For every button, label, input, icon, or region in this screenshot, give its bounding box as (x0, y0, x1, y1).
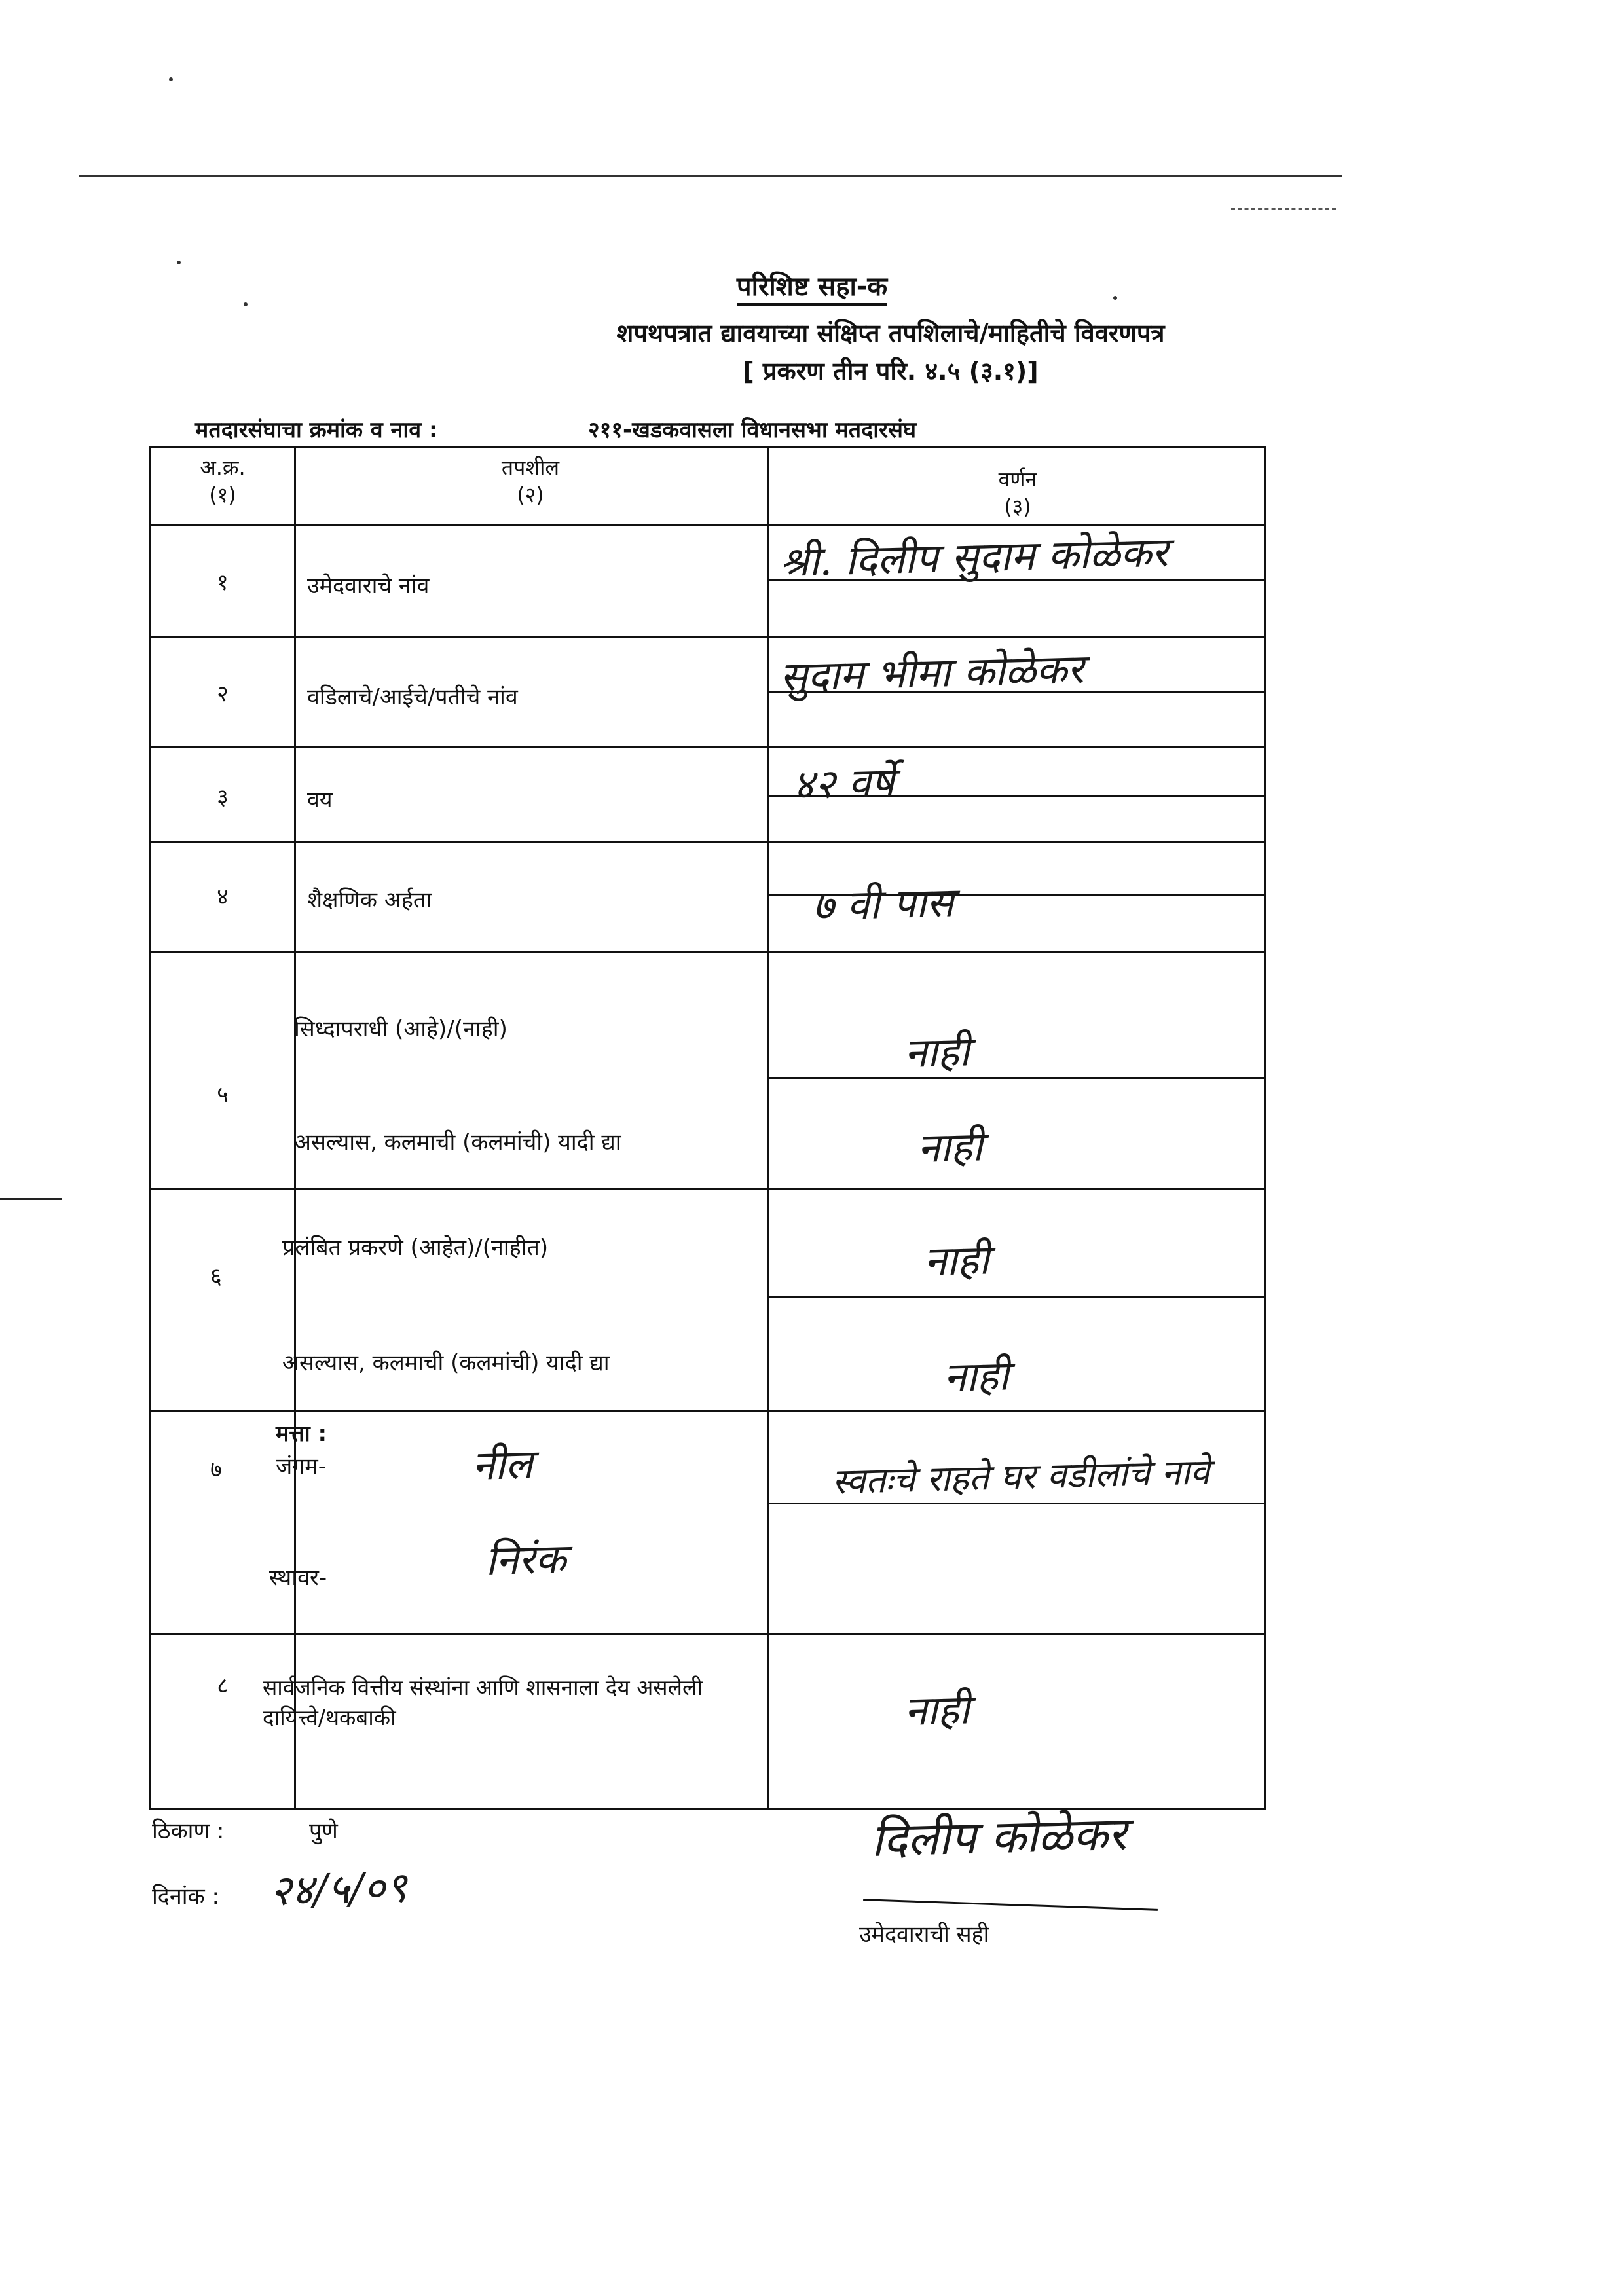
row-label-convicted-sections: असल्यास, कलमाची (कलमांची) यादी द्या (294, 1129, 621, 1156)
row-divider (151, 1410, 1264, 1412)
place-label: ठिकाण : (152, 1818, 225, 1844)
date-label: दिनांक : (152, 1884, 219, 1910)
margin-mark (0, 1198, 62, 1200)
subrow-line (767, 1296, 1264, 1298)
signature-caption: उमेदवाराची सही (859, 1922, 989, 1948)
scan-dash-line (1231, 208, 1336, 210)
value-pending-cases: नाही (923, 1235, 990, 1285)
value-education: ७ वी पास (812, 878, 955, 930)
value-assets-description: स्वतःचे राहते घर वडीलांचे नावे (831, 1451, 1211, 1503)
header-description-sub: (३) (1004, 494, 1031, 519)
value-pending-sections: नाही (943, 1351, 1010, 1401)
row-label-pending-cases: प्रलंबित प्रकरणे (आहेत)/(नाहीत) (282, 1235, 549, 1261)
document-subtitle: शपथपत्रात द्यावयाच्या संक्षिप्त तपशिलाचे/माहितीचे विवरणपत्र (616, 319, 1165, 348)
row-number: ८ (217, 1673, 229, 1699)
header-col-serial (151, 454, 294, 509)
constituency-label: मतदारसंघाचा क्रमांक व नाव : (195, 417, 438, 443)
header-serial-title: अ.क्र. (200, 455, 246, 480)
row-label-candidate-name: उमेदवाराचे नांव (307, 573, 430, 599)
row-label-parent-name: वडिलाचे/आईचे/पतीचे नांव (307, 684, 518, 710)
value-immovable: निरंक (485, 1534, 567, 1584)
document-reference: [ प्रकरण तीन परि. ४.५ (३.१)] (743, 357, 1039, 386)
header-col-details (294, 454, 767, 509)
row-divider (151, 1633, 1264, 1635)
date-value: २४/५/०९ (269, 1863, 408, 1916)
row-number: ३ (217, 784, 229, 811)
row-label-liabilities: सार्वजनिक वित्तीय संस्थांना आणि शासनाला देय असलेली दायित्त्वे/थकबाकी (263, 1675, 703, 1730)
document-title: परिशिष्ट सहा-क (0, 267, 1624, 303)
row-label-convicted: सिध्दापराधी (आहे)/(नाही) (294, 1016, 507, 1042)
row-label-age: वय (307, 787, 333, 813)
value-age: ४२ वर्षे (792, 757, 895, 809)
header-col-description (767, 465, 1268, 520)
subrow-line (767, 1077, 1264, 1079)
row-divider (151, 636, 1264, 638)
constituency-value: २११-खडकवासला विधानसभा मतदारसंघ (588, 417, 917, 443)
header-description-title: वर्णन (998, 467, 1037, 492)
value-convicted: नाही (904, 1027, 970, 1077)
row-number: ४ (217, 884, 229, 910)
col-divider (767, 448, 769, 1808)
row-divider (151, 1188, 1264, 1190)
candidate-signature: दिलीप कोळेकर (870, 1806, 1128, 1867)
row-divider (151, 841, 1264, 843)
scan-speck (169, 77, 173, 81)
header-serial-sub: (१) (209, 483, 236, 507)
row-label-movable: जंगम- (276, 1453, 326, 1480)
place-value: पुणे (309, 1818, 338, 1844)
row-label-pending-sections: असल्यास, कलमाची (कलमांची) यादी द्या (282, 1350, 610, 1376)
value-convicted-sections: नाही (917, 1122, 984, 1172)
row-number: १ (217, 570, 229, 596)
value-liabilities: नाही (904, 1685, 970, 1735)
row-number: ७ (210, 1457, 222, 1483)
details-table (149, 446, 1266, 1810)
row-number: ५ (217, 1082, 229, 1108)
value-candidate-name: श्री. दिलीप सुदाम कोळेकर (779, 528, 1169, 586)
scan-speck (177, 261, 181, 264)
value-parent-name: सुदाम भीमा कोळेकर (779, 644, 1084, 701)
signature-underline (863, 1899, 1158, 1911)
row-number: २ (217, 681, 229, 707)
header-details-title: तपशील (501, 455, 560, 480)
row-number: ६ (210, 1264, 222, 1290)
scan-edge-line (79, 175, 1342, 177)
row-label-education: शैक्षणिक अर्हता (307, 887, 432, 913)
row-divider (151, 746, 1264, 748)
constituency-line (195, 414, 916, 444)
row-label-immovable: स्थावर- (269, 1565, 327, 1591)
header-details-sub: (२) (517, 483, 544, 507)
row-label-assets: मत्ता : (276, 1421, 327, 1447)
row-divider (151, 951, 1264, 953)
value-movable: नील (471, 1440, 534, 1489)
